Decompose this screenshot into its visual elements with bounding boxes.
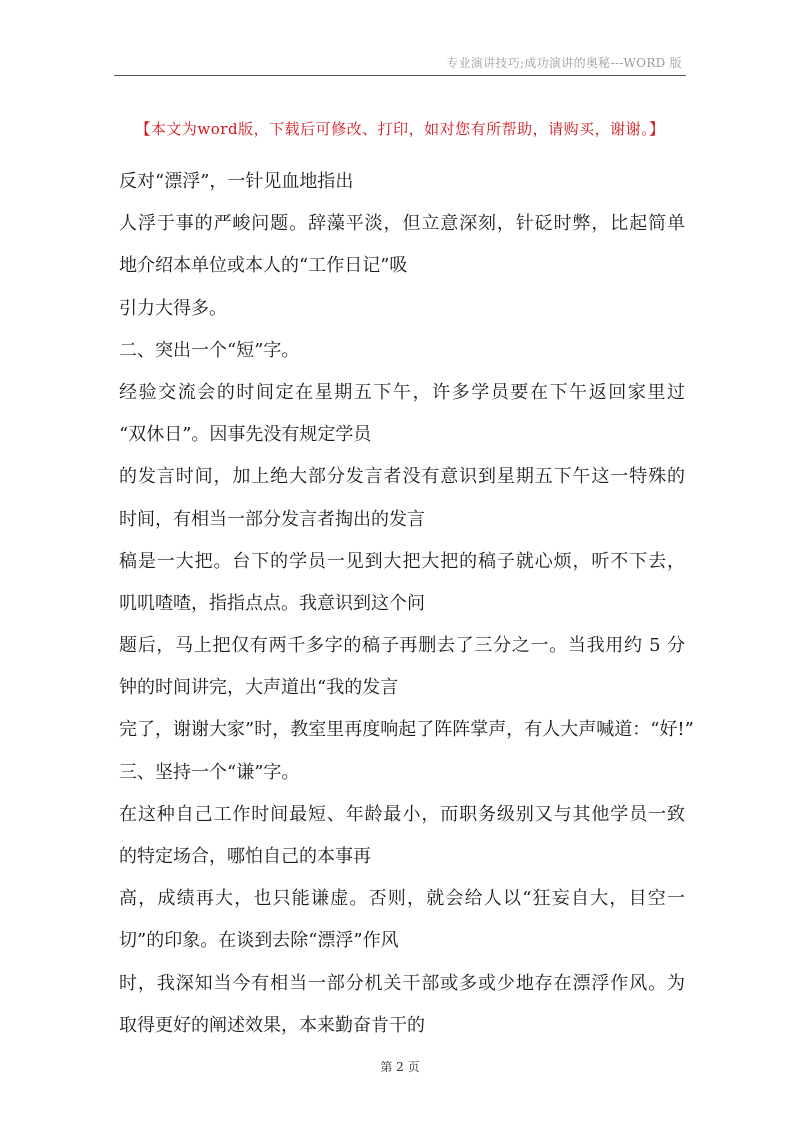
body-line: 地介绍本单位或本人的“工作日记”吸 xyxy=(119,255,408,277)
body-line: 时，我深知当今有相当一部分机关干部或多或少地存在漂浮作风。为 xyxy=(119,972,685,994)
body-line: 经验交流会的时间定在星期五下午，许多学员要在下午返回家里过 xyxy=(119,381,685,403)
body-line: 在这种自己工作时间最短、年龄最小，而职务级别又与其他学员一致 xyxy=(119,803,685,825)
document-body xyxy=(119,161,694,1047)
page-number: 第 2 页 xyxy=(380,1060,420,1074)
body-line: 稿是一大把。台下的学员一见到大把大把的稿子就心烦，听不下去， xyxy=(119,550,685,572)
body-line: “双休日”。因事先没有规定学员 xyxy=(119,424,372,446)
body-line: 题后，马上把仅有两千多字的稿子再删去了三分之一。当我用约 5 分 xyxy=(119,635,685,657)
body-line: 取得更好的阐述效果，本来勤奋肯干的 xyxy=(119,1014,425,1036)
body-line: 反对“漂浮”，一针见血地指出 xyxy=(119,171,354,192)
body-line: 的发言时间，加上绝大部分发言者没有意识到星期五下午这一特殊的 xyxy=(119,466,685,488)
body-line: 高，成绩再大，也只能谦虚。否则，就会给人以“狂妄自大，目空一 xyxy=(119,888,685,910)
body-line: 叽叽喳喳，指指点点。我意识到这个问 xyxy=(119,592,425,614)
body-line: 时间，有相当一部分发言者掏出的发言 xyxy=(119,508,425,530)
body-line: 完了，谢谢大家”时，教室里再度响起了阵阵掌声，有人大声喊道：“好!” xyxy=(119,719,694,741)
body-line: 的特定场合，哪怕自己的本事再 xyxy=(119,846,371,867)
page-header-title: 专业演讲技巧;成功演讲的奥秘---WORD 版 xyxy=(446,56,682,70)
body-line: 人浮于事的严峻问题。辞藻平淡，但立意深刻，针砭时弊，比起简单 xyxy=(119,213,685,235)
header-divider xyxy=(114,75,686,76)
body-line: 引力大得多。 xyxy=(119,297,227,319)
section-heading: 二、突出一个“短”字。 xyxy=(119,339,300,361)
section-heading: 三、坚持一个“谦”字。 xyxy=(119,761,300,783)
body-line: 切”的印象。在谈到去除“漂浮”作风 xyxy=(119,930,399,952)
download-notice: 【本文为word版，下载后可修改、打印，如对您有所帮助，请购买，谢谢。】 xyxy=(135,120,665,138)
body-line: 钟的时间讲完，大声道出“我的发言 xyxy=(119,677,399,699)
